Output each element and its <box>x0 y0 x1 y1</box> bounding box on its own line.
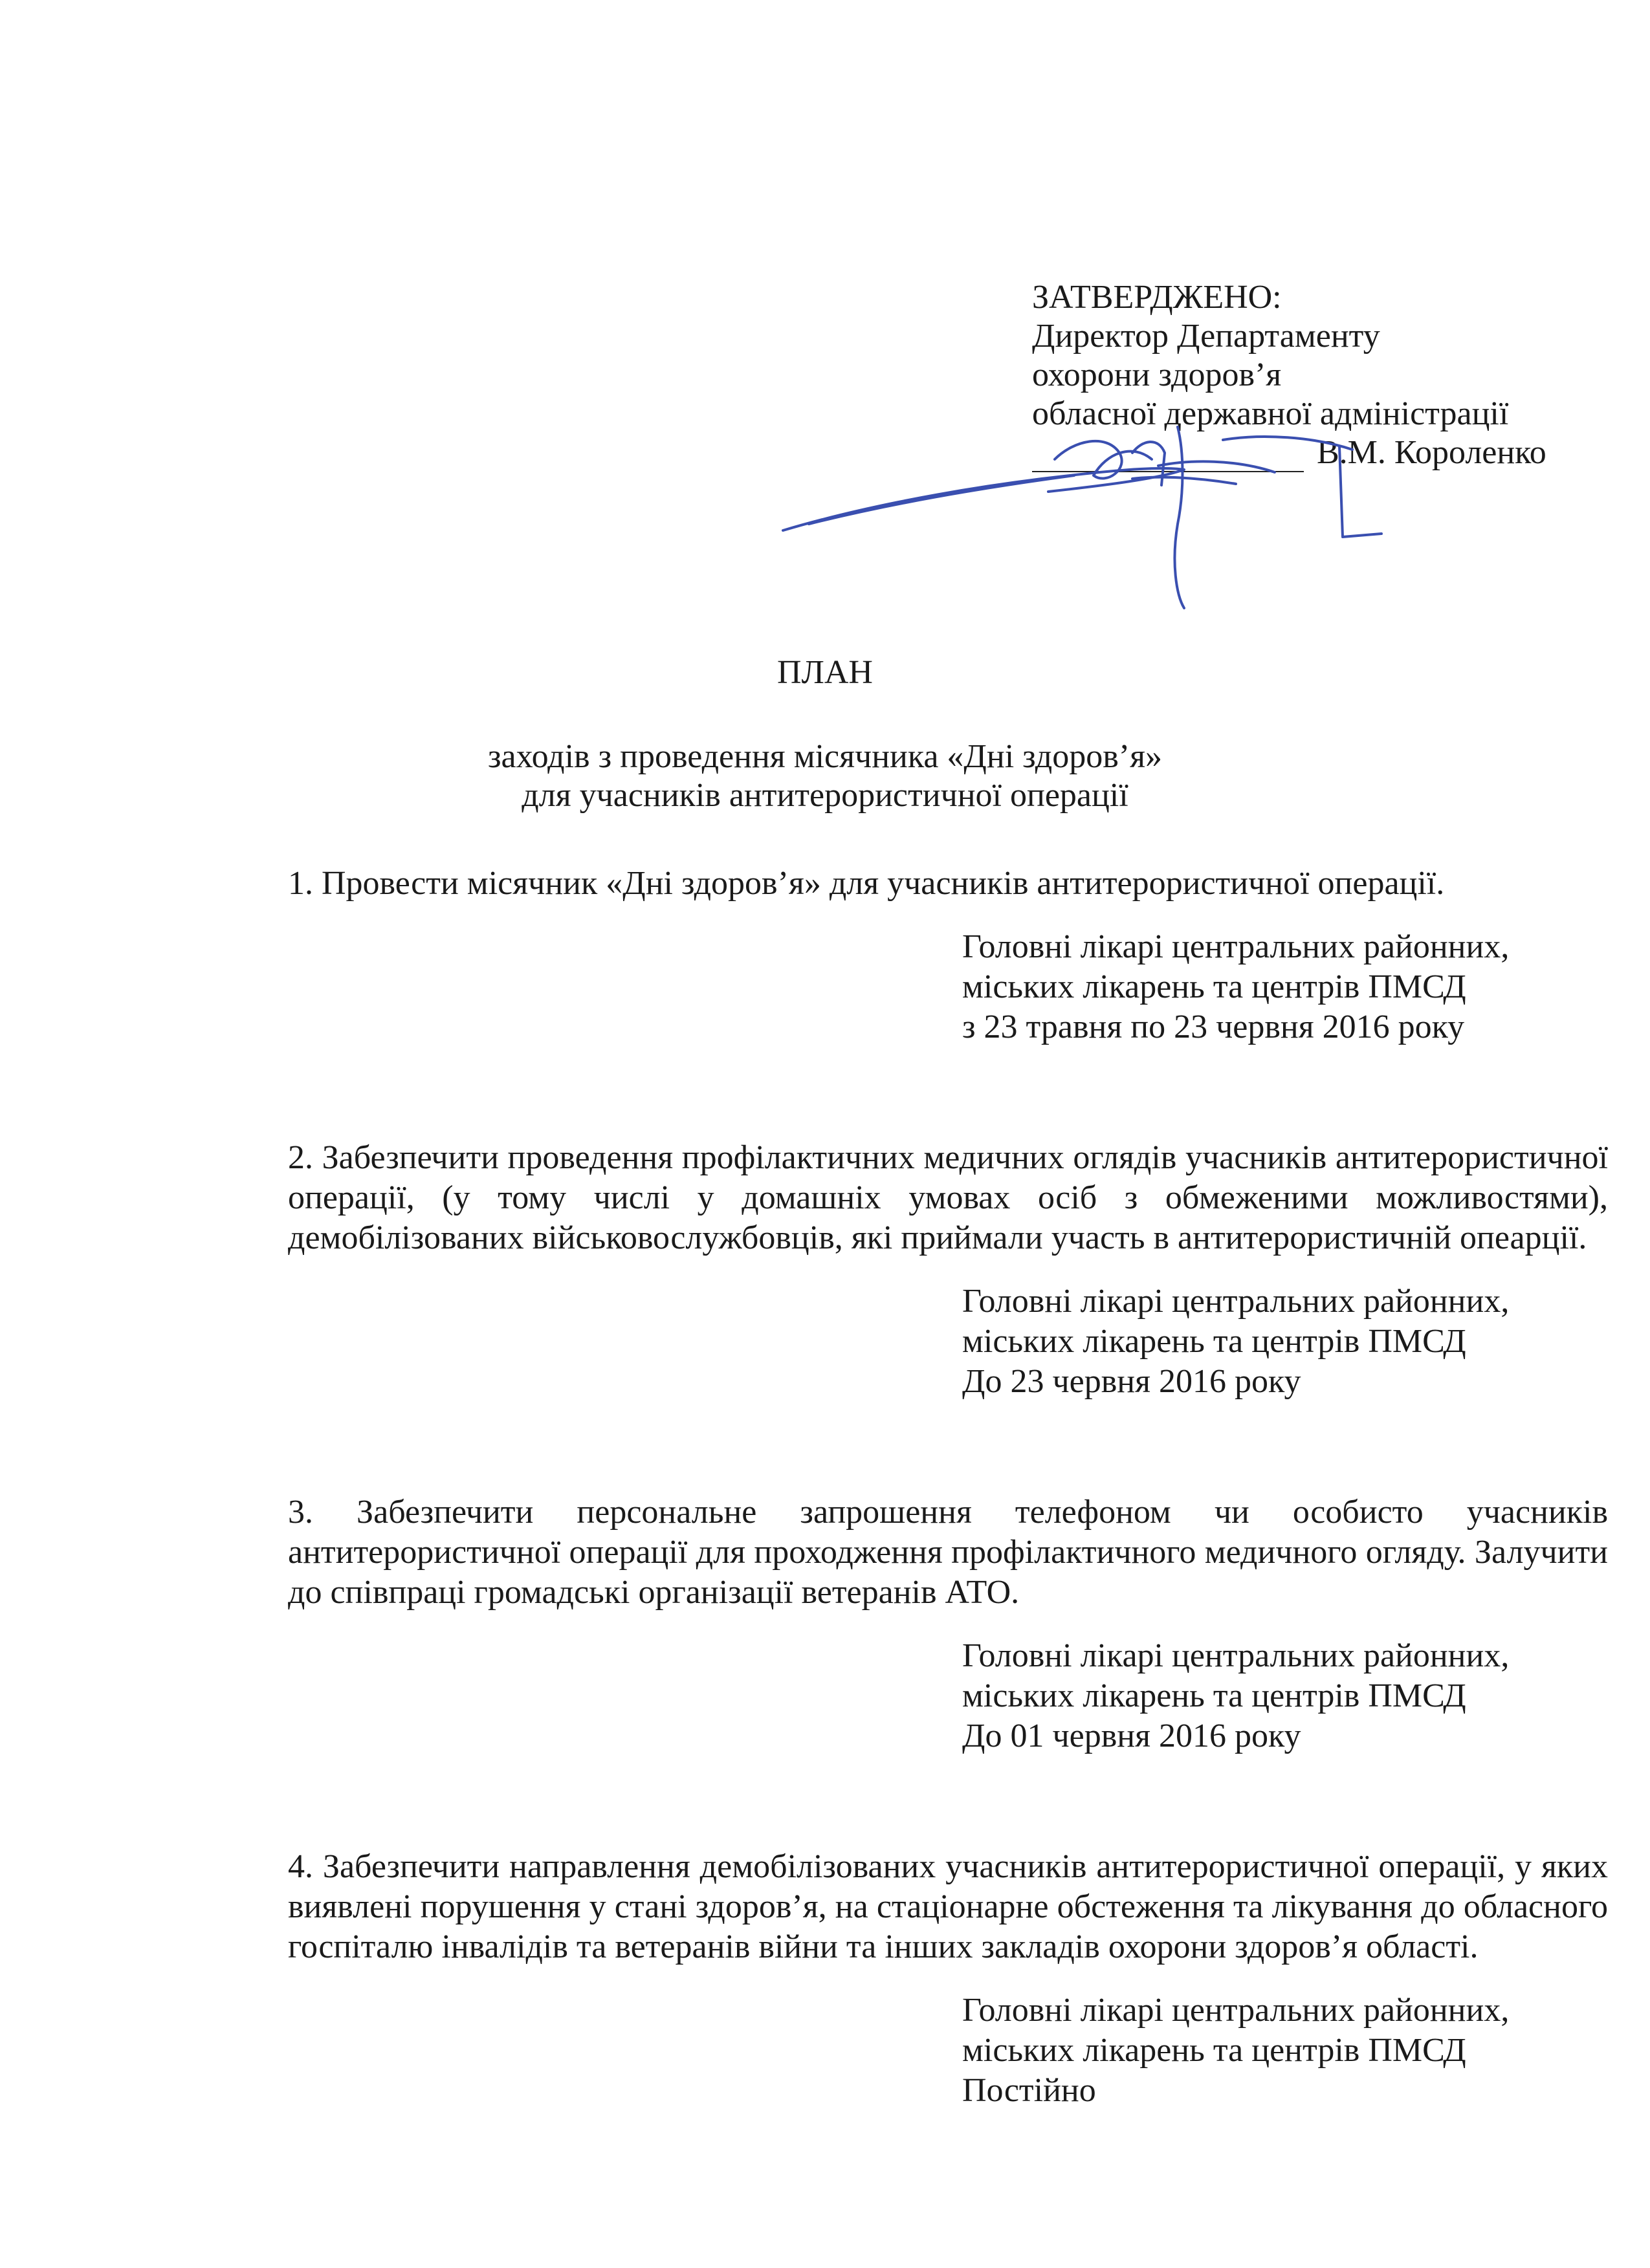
document-subtitle <box>0 737 1650 815</box>
approval-heading: ЗАТВЕРДЖЕНО: <box>1032 279 1282 316</box>
document-title: ПЛАН <box>777 654 873 691</box>
approval-administration: обласної державної адміністрації <box>1032 395 1509 432</box>
handwritten-signature <box>770 414 1391 647</box>
signatory-name: В.М. Короленко <box>1317 434 1546 471</box>
approval-department: охорони здоров’я <box>1032 356 1282 393</box>
responsible-line-1: Головні лікарі центральних районних, <box>962 1637 1510 1674</box>
subtitle-line-2: для учасників антитерористичної операції <box>522 777 1128 814</box>
responsible-line-1: Головні лікарі центральних районних, <box>962 928 1510 965</box>
plan-item-responsible <box>962 1281 1608 1402</box>
deadline: з 23 травня по 23 червня 2016 року <box>962 1009 1465 1045</box>
responsible-line-1: Головні лікарі центральних районних, <box>962 1283 1510 1320</box>
responsible-line-2: міських лікарень та центрів ПМСД <box>962 968 1466 1005</box>
subtitle-line-1: заходів з проведення місячника «Дні здоров’я» <box>487 738 1163 775</box>
plan-item <box>288 864 1608 1047</box>
plan-item-responsible <box>962 1636 1608 1756</box>
plan-items <box>288 864 1608 2201</box>
plan-item-text: 3. Забезпечити персональне запрошення телефоном чи особисто учасників антитерористичної операції для проходження профілактичного медичного огляду. Залучити до співпраці громадські організації ветеранів АТО. <box>288 1494 1608 1611</box>
responsible-line-1: Головні лікарі центральних районних, <box>962 1992 1510 2029</box>
plan-item-responsible <box>962 927 1608 1047</box>
deadline: Постійно <box>962 2072 1096 2109</box>
plan-item-text: 1. Провести місячник «Дні здоров’я» для учасників антитерористичної операції. <box>288 865 1445 902</box>
approval-position: Директор Департаменту <box>1032 318 1380 354</box>
deadline: До 23 червня 2016 року <box>962 1363 1301 1400</box>
plan-item-text: 2. Забезпечити проведення профілактичних медичних оглядів учасників антитерористичної операції, (у тому числі у домашніх умовах осіб з обмеженими можливостями), демобілізованих військовослужбовців, які приймали участь в антитерористичній опеарції. <box>288 1139 1608 1256</box>
responsible-line-2: міських лікарень та центрів ПМСД <box>962 1677 1466 1714</box>
responsible-line-2: міських лікарень та центрів ПМСД <box>962 2032 1466 2069</box>
plan-item <box>288 1492 1608 1756</box>
plan-item-text: 4. Забезпечити направлення демобілізованих учасників антитерористичної операції, у яких виявлені порушення у стані здоров’я, на стаціонарне обстеження та лікування до обласного госпіталю інвалідів та ветеранів війни та інших закладів охорони здоров’я області. <box>288 1848 1608 1965</box>
responsible-line-2: міських лікарень та центрів ПМСД <box>962 1323 1466 1360</box>
plan-item <box>288 1138 1608 1402</box>
deadline: До 01 червня 2016 року <box>962 1717 1301 1754</box>
plan-item <box>288 1847 1608 2111</box>
plan-item-responsible <box>962 1990 1608 2111</box>
